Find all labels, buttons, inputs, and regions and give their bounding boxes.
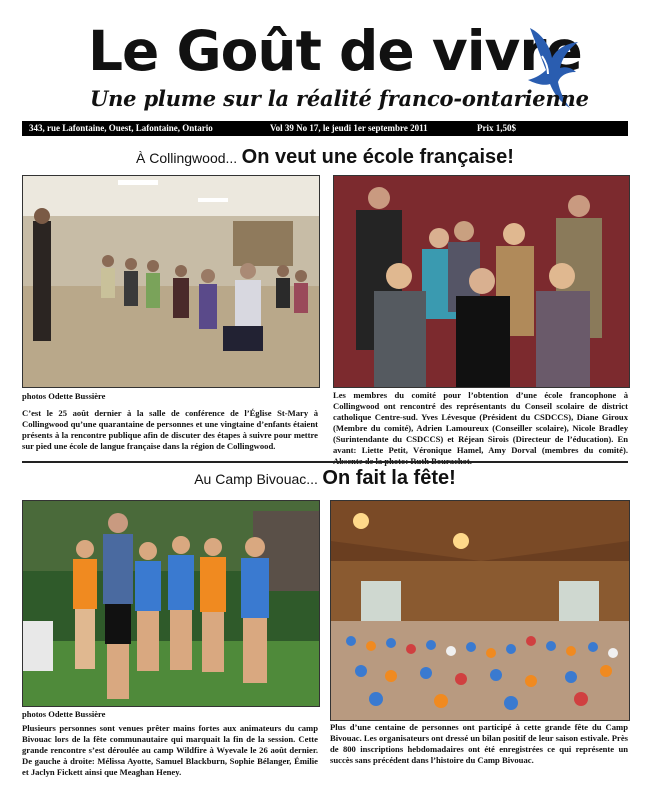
address: 343, rue Lafontaine, Ouest, Lafontaine, Ontario: [29, 123, 213, 133]
issue-info-bar: [22, 121, 628, 136]
article1-photo-credit: photos Odette Bussière: [22, 391, 106, 401]
price: Prix 1,50$: [477, 123, 516, 133]
article2-photo-credit: photos Odette Bussière: [22, 709, 106, 719]
article2-body: Plusieurs personnes sont venues prêter mains fortes aux animateurs du camp Bivouac lors de la fête communautaire qui marquait la fin de la session. Cette grande rencontre s’est déroulée au camp Wildfire à Wyevale le 26 août dernier. De gauche à droite: Mélissa Ayotte, Samuel Blackburn, Sophie Bélanger, Émilie et Jaclyn Fickett ainsi que Meaghan Heney.: [22, 723, 318, 777]
article2-headline: [0, 467, 650, 491]
masthead-title: Le Goût de vivre: [88, 19, 582, 83]
article1-body: C’est le 25 août dernier à la salle de conférence de l’Église St-Mary à Collingwood qu’une quarantaine de personnes et une vingtaine d’enfants étaient présents à la rencontre publique afin de discuter des étapes à suivre pour mettre sur pied une école de langue française dans la région de Collingwood.: [22, 408, 318, 451]
article2-title: On fait la fête!: [322, 467, 456, 489]
camp-staff-photo: [22, 500, 320, 707]
article1-title: On veut une école française!: [241, 146, 514, 168]
article2-kicker: Au Camp Bivouac...: [194, 471, 318, 487]
masthead-tagline: Une plume sur la réalité franco-ontarienne: [90, 86, 589, 111]
issue-volume-date: Vol 39 No 17, le jeudi 1er septembre 2011: [270, 123, 428, 133]
meeting-room-photo: [22, 175, 320, 388]
article1-headline: [0, 146, 650, 170]
article1-photo-caption: Les membres du comité pour l’obtention d’une école francophone à Collingwood ont rencontré des représentants du Conseil scolaire de district catholique Centre-sud. Yves Lévesque (Président du CSDCCS), Diane Giroux (Membre du comité), Adrien Lamoureux (Conseiller scolaire), Nicole Bradley (Surintendante du CSDCCS) et Réjean Sirois (Directeur de l’éducation). En avant: Liette Petit, Véronique Hamel, Amy Dorval (membres du comité).: [333, 390, 628, 455]
camp-hall-photo: [330, 500, 630, 721]
article2-photo-caption: Plus d’une centaine de personnes ont participé à cette grande fête du Camp Bivouac. Les organisateurs ont dressé un bilan positif de leur saison estivale. Près de 800 inscriptions hebdomadaires ont été enregistrées ce qui représente un succès sans précédent dans l’histoire du Camp Bivouac.: [330, 722, 628, 765]
committee-group-photo: [333, 175, 630, 388]
article1-kicker: À Collingwood...: [136, 150, 238, 166]
section-divider: [22, 461, 628, 463]
